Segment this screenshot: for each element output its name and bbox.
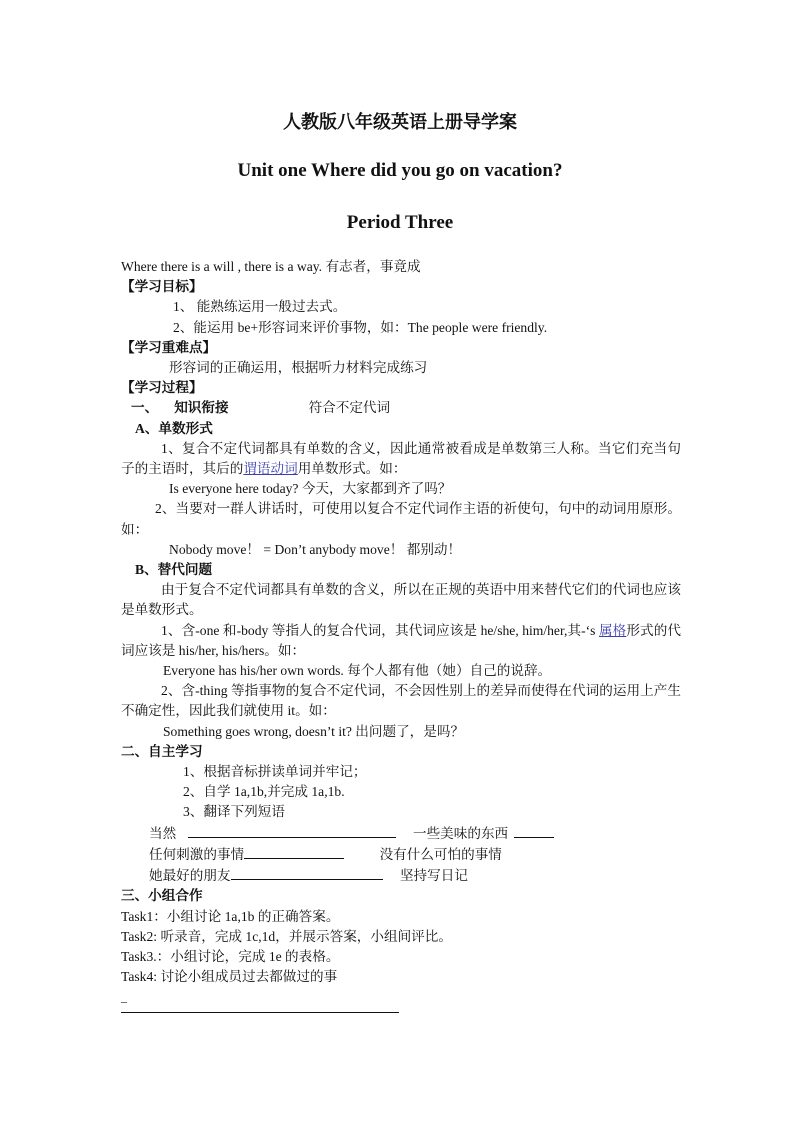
part1-title: 知识衔接 [174,400,229,416]
phrase-label: 一些美味的东西 [413,825,509,841]
part1-number: 一、 [131,400,159,416]
part3-heading: 三、小组合作 [121,888,203,904]
link-genitive[interactable]: 属格 [598,622,627,638]
section-a-paragraph-2: 2、当要对一群人讲话时，可使用以复合不定代词作主语的祈使句，句中的动词用原形。如： [121,501,681,537]
motto: Where there is a will , there is a way. 有志者，事竟成 [121,259,421,274]
task-item: Task1：小组讨论 1a,1b 的正确答案。 [121,908,340,924]
section-b-paragraph-3: 2、含-thing 等指事物的复合不定代词，不会因性别上的差异而使得在代词的运用上产生不确定性，因此我们就使用 it。如： [121,683,681,719]
section-b-paragraph-2: 1、含-one 和-body 等指人的复合代词，其代词应该是 he/she, him/her,其-‘s 属格形式的代词应该是 his/her, his/hers。如： [121,622,681,658]
phrase-label: 当然 [149,825,177,841]
section-a-example-2: Nobody move！ = Don’t anybody move！ 都别动！ [169,541,462,557]
phrase-list [121,823,681,887]
part1-topic: 符合不定代词 [308,400,391,416]
section-b-paragraph-1: 由于复合不定代词都具有单数的含义，所以在正规的英语中用来替代它们的代词也应该是单数形式。 [121,582,681,618]
section-a-paragraph-1: 1、复合不定代词都具有单数的含义，因此通常被看成是单数第三人称。当它们充当句子的主语时，其后的谓语动词用单数形式。如： [121,440,681,477]
answer-blank[interactable] [231,865,383,880]
phrase-label: 坚持写日记 [399,868,468,884]
unit-title: Unit one Where did you go on vacation? [237,160,563,181]
answer-blank[interactable] [188,823,396,838]
phrase-label: 她最好的朋友 [149,868,231,884]
task-item: Task3.：小组讨论，完成 1e 的表格。 [121,948,340,964]
section-b-example-1: Everyone has his/her own words. 每个人都有他（她）自己的说辞。 [163,663,552,679]
answer-line[interactable] [121,1012,399,1013]
section-b-example-2: Something goes wrong, doesn’t it? 出问题了，是吗？ [163,723,465,739]
part2-heading: 二、自主学习 [121,743,203,759]
phrase-label: 任何刺激的事情 [149,846,245,862]
section-a-heading: A、单数形式 [135,420,213,436]
answer-blank[interactable] [514,823,554,838]
phrase-label: 没有什么可怕的事情 [379,846,502,862]
document-title: 人教版八年级英语上册导学案 [283,112,517,132]
period-title: Period Three [346,212,454,233]
task-item: Task2: 听录音，完成 1c,1d，并展示答案，小组间评比。 [121,928,452,944]
phrase-row [121,865,681,886]
phrase-row [121,844,681,865]
blank-mark: _ [121,990,127,1004]
goal-item: 1、 能熟练运用一般过去式。 [173,299,347,315]
goals-heading: 【学习目标】 [121,279,203,295]
phrase-row [121,823,681,844]
section-a-example-1: Is everyone here today? 今天，大家都到齐了吗？ [169,481,452,497]
process-heading: 【学习过程】 [121,380,203,396]
part2-item: 3、翻译下列短语 [183,804,285,820]
document-body [121,257,681,987]
part2-item: 2、自学 1a,1b,并完成 1a,1b. [183,784,345,800]
part2-item: 1、根据音标拼读单词并牢记； [183,764,367,780]
section-b-heading: B、替代问题 [135,562,213,578]
answer-blank[interactable] [244,844,344,859]
key-points-heading: 【学习重难点】 [121,339,217,355]
key-points-text: 形容词的正确运用，根据听力材料完成练习 [169,360,428,376]
link-predicate-verb[interactable]: 谓语动词 [243,461,298,477]
goal-item: 2、能运用 be+形容词来评价事物，如：The people were friendly. [173,319,548,335]
part1-heading [121,398,681,418]
task-item: Task4: 讨论小组成员过去都做过的事 [121,969,338,985]
